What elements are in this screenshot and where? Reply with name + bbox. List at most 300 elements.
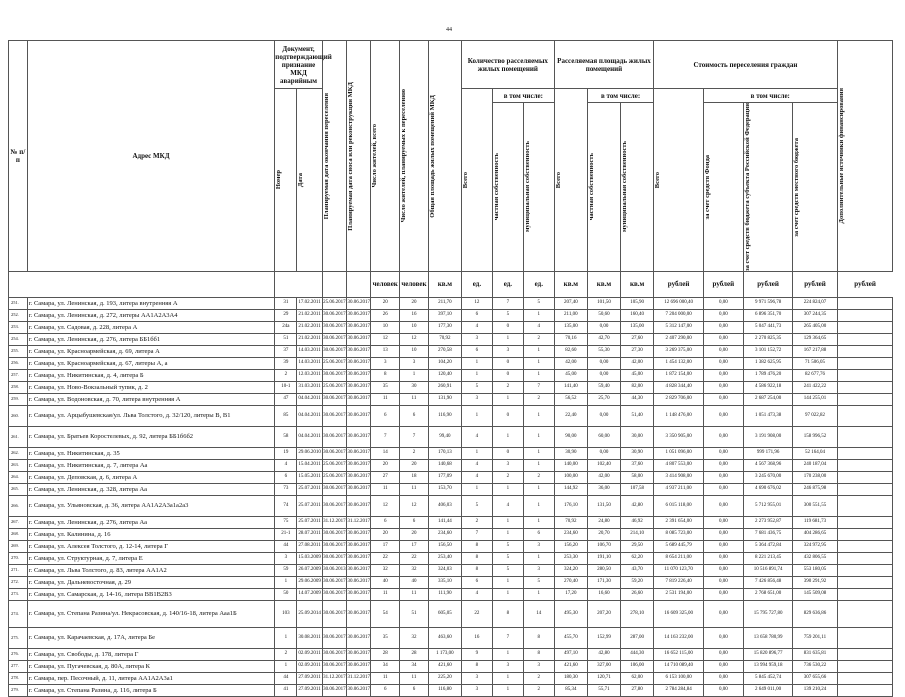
row-cell (837, 459, 892, 471)
row-cell: 17,20 (554, 588, 587, 600)
row-cell: 324,03 (428, 564, 461, 576)
row-cell: 37,60 (621, 459, 654, 471)
row-cell: 224 824,07 (793, 297, 837, 309)
row-cell: 11 (400, 483, 429, 495)
row-cell: 2 (523, 672, 554, 684)
row-cell (837, 528, 892, 540)
row-cell: 22 (461, 600, 492, 627)
row-cell (837, 660, 892, 672)
row-cell: 2 (492, 471, 523, 483)
row-cell: 8 (461, 660, 492, 672)
row-cell: 6 896 351,70 (743, 309, 793, 321)
row-cell: 20 (371, 297, 400, 309)
row-cell (837, 648, 892, 660)
row-cell: 62,00 (621, 672, 654, 684)
row-cell: 25.06.2017 (322, 381, 346, 393)
row-cell: 0,00 (703, 495, 743, 516)
row-cell: 25.09.2014 (297, 600, 322, 627)
row-cell: 40 (400, 576, 429, 588)
row-cell: 30.06.2017 (347, 405, 371, 426)
row-cell: 1 (461, 357, 492, 369)
row-cell: 2 (523, 393, 554, 405)
row-cell: 3 (275, 552, 297, 564)
row-cell: 102,40 (587, 459, 620, 471)
row-cell: 421,60 (428, 660, 461, 672)
row-cell: 100,00 (554, 471, 587, 483)
row-address: г. Самара, ул. Арцыбушевская/ул. Льва Толстого, д. 32/120, литеры В, В1 (27, 405, 275, 426)
row-cell: 3 (461, 333, 492, 345)
row-cell: 421,60 (554, 660, 587, 672)
row-cell: 59,20 (621, 576, 654, 588)
row-number: 259. (9, 393, 28, 405)
table-row (9, 333, 893, 345)
row-cell: 158 996,52 (793, 426, 837, 447)
row-cell: 167 217,88 (793, 345, 837, 357)
row-number: 264. (9, 471, 28, 483)
row-address: г. Самара, ул. Ульяновская, д. 36, литера АА1А2А3а1а2а3 (27, 495, 275, 516)
row-cell: 1 148 476,00 (654, 405, 704, 426)
row-cell: 15 820 896,77 (743, 648, 793, 660)
row-cell: 111,90 (428, 588, 461, 600)
row-cell: 40 (371, 576, 400, 588)
row-cell: 27.09.2011 (297, 672, 322, 684)
row-cell: 0,00 (703, 471, 743, 483)
row-cell: 30.06.2017 (347, 684, 371, 696)
row-cell: 7 (371, 426, 400, 447)
row-cell (837, 672, 892, 684)
row-cell: 0,00 (703, 576, 743, 588)
row-cell: 34 (400, 660, 429, 672)
row-cell: 8 (461, 540, 492, 552)
row-cell: 30.06.2017 (322, 600, 346, 627)
row-cell: 139 210,24 (793, 684, 837, 696)
row-cell: 1 (523, 369, 554, 381)
row-cell: 1 (492, 393, 523, 405)
row-cell: 85 (275, 405, 297, 426)
row-cell: 02.09.2011 (297, 660, 322, 672)
table-row (9, 447, 893, 459)
row-cell: 0 (492, 369, 523, 381)
row-cell: 30.06.2017 (347, 321, 371, 333)
row-cell: 2 (400, 447, 429, 459)
row-cell: 27,80 (621, 684, 654, 696)
row-cell (837, 426, 892, 447)
row-cell: 45,00 (554, 369, 587, 381)
row-cell: 5 (461, 381, 492, 393)
row-cell: 176,10 (554, 495, 587, 516)
row-cell: 0,00 (703, 483, 743, 495)
row-cell: 31.12.2017 (322, 516, 346, 528)
header-residents-planned: Число жителей, планируемых к переселению (400, 89, 408, 223)
row-cell: 30.06.2017 (347, 576, 371, 588)
row-cell: 2 (523, 333, 554, 345)
row-cell: 2 768 651,00 (743, 588, 793, 600)
row-number: 279. (9, 684, 28, 696)
row-cell: 6 (400, 405, 429, 426)
row-cell: 30.06.2017 (347, 309, 371, 321)
row-cell: 25.06.2017 (322, 459, 346, 471)
row-cell (837, 297, 892, 309)
table-row (9, 321, 893, 333)
row-cell: 0,00 (587, 369, 620, 381)
row-cell: 4 (492, 495, 523, 516)
row-cell: 5 364 472,84 (743, 540, 793, 552)
row-cell: 30.06.2017 (322, 345, 346, 357)
row-cell: 52 164,04 (793, 447, 837, 459)
row-cell: 3 (400, 357, 429, 369)
row-cell: 141,40 (554, 381, 587, 393)
row-cell: 30.06.2017 (347, 345, 371, 357)
header-area-including: в том числе: (587, 89, 653, 103)
unit-cell: рублей (654, 271, 704, 297)
row-cell: 11 (400, 393, 429, 405)
header-doc-date: Дата (297, 172, 305, 188)
table-row (9, 426, 893, 447)
row-cell: 6 (461, 345, 492, 357)
row-cell: 455,70 (554, 627, 587, 648)
header-planned-demolition: Планируемая дата сноса или реконструкции МКД (347, 81, 355, 231)
row-cell: 4 690 676,02 (743, 483, 793, 495)
row-cell (837, 483, 892, 495)
row-cell: 170,13 (428, 447, 461, 459)
row-cell: 8 (523, 648, 554, 660)
row-cell: 0,00 (703, 369, 743, 381)
row-cell: 131,90 (428, 393, 461, 405)
row-cell: 4 (461, 588, 492, 600)
row-cell: 26 (371, 309, 400, 321)
row-cell: 129 364,65 (793, 333, 837, 345)
row-cell: 16 652 115,00 (654, 648, 704, 660)
row-cell: 0,00 (587, 321, 620, 333)
row-cell: 1 (492, 576, 523, 588)
row-address: г. Самара, ул. Дальневосточная, д. 29 (27, 576, 275, 588)
row-cell: 135,00 (621, 321, 654, 333)
row-cell: 58 (275, 426, 297, 447)
row-cell: 12 (400, 333, 429, 345)
row-cell: 3 (461, 672, 492, 684)
row-cell: 9 971 596,78 (743, 297, 793, 309)
unit-cell: кв.м (621, 271, 654, 297)
row-address: г. Самара, ул. Льва Толстого, д. 83, литера АА1А2 (27, 564, 275, 576)
row-cell: 20 (400, 297, 429, 309)
row-cell (837, 495, 892, 516)
row-cell: 0,00 (703, 600, 743, 627)
row-cell: 214,10 (621, 528, 654, 540)
row-cell: 3 269 375,00 (654, 345, 704, 357)
row-cell: 97 022,82 (793, 405, 837, 426)
row-cell: 11 (371, 483, 400, 495)
row-address: г. Самара, ул. Ленинская, д. 328, литера Аа (27, 483, 275, 495)
row-cell: 12 (461, 297, 492, 309)
row-cell: 7 819 226,40 (654, 576, 704, 588)
row-cell: 324 972,95 (793, 540, 837, 552)
row-cell: 3 (461, 393, 492, 405)
row-cell: 1 (461, 447, 492, 459)
row-number: 257. (9, 369, 28, 381)
row-cell: 495,30 (554, 600, 587, 627)
row-cell: 5 689 445,79 (654, 540, 704, 552)
row-cell: 1 454 132,00 (654, 357, 704, 369)
row-cell: 13 658 780,99 (743, 627, 793, 648)
row-cell: 10 (371, 321, 400, 333)
row-cell: 1 (523, 309, 554, 321)
row-cell: 2 784 284,84 (654, 684, 704, 696)
row-cell: 0,00 (703, 660, 743, 672)
row-cell: 42,00 (554, 357, 587, 369)
row-cell: 2 (275, 648, 297, 660)
row-number: 272. (9, 576, 28, 588)
row-cell: 31.12.2017 (322, 672, 346, 684)
row-cell: 0,00 (703, 405, 743, 426)
row-cell: 3 (492, 660, 523, 672)
row-cell: 14 710 089,40 (654, 660, 704, 672)
row-cell: 390 291,92 (793, 576, 837, 588)
row-cell: 605,05 (428, 600, 461, 627)
row-cell (837, 684, 892, 696)
table-row (9, 471, 893, 483)
row-cell: 0,00 (703, 564, 743, 576)
row-cell: 327,00 (587, 660, 620, 672)
row-cell: 27 (371, 471, 400, 483)
row-cell: 30.06.2017 (347, 471, 371, 483)
row-cell: 70,92 (428, 333, 461, 345)
row-cell: 156,50 (428, 540, 461, 552)
row-cell: 16 (400, 309, 429, 321)
row-cell: 1 (523, 588, 554, 600)
row-cell: 300 551,55 (793, 495, 837, 516)
row-cell: 5 (523, 297, 554, 309)
row-cell: 39 (275, 357, 297, 369)
row-cell: 0,00 (703, 516, 743, 528)
row-cell: 3 (371, 357, 400, 369)
unit-cell: кв.м (587, 271, 620, 297)
row-cell: 30.06.2017 (347, 447, 371, 459)
row-cell: 7 (400, 426, 429, 447)
row-cell: 25.07.2011 (297, 483, 322, 495)
row-cell: 104,20 (428, 357, 461, 369)
row-cell: 30.06.2017 (322, 393, 346, 405)
row-cell: 1 (492, 483, 523, 495)
row-cell: 246 875,98 (793, 483, 837, 495)
row-cell: 1 (275, 576, 297, 588)
row-cell: 1 (523, 483, 554, 495)
row-cell: 103 (275, 600, 297, 627)
row-cell: 16 609 325,00 (654, 600, 704, 627)
row-cell: 14 (523, 600, 554, 627)
row-cell: 24a (275, 321, 297, 333)
row-cell: 1 (523, 516, 554, 528)
row-cell: 234,60 (554, 528, 587, 540)
row-cell: 265 405,00 (793, 321, 837, 333)
row-cell: 51,40 (621, 405, 654, 426)
row-cell: 29,50 (621, 540, 654, 552)
header-area-total: Всего (554, 171, 562, 189)
row-cell: 12 (371, 333, 400, 345)
row-cell: 759 201,11 (793, 627, 837, 648)
row-cell: 280,50 (587, 564, 620, 576)
row-cell: 15 795 727,80 (743, 600, 793, 627)
row-cell: 225,20 (428, 672, 461, 684)
row-cell: 6 (371, 405, 400, 426)
row-cell: 27,30 (621, 345, 654, 357)
row-cell: 30.06.2017 (322, 309, 346, 321)
row-cell: 0,00 (703, 297, 743, 309)
table-row (9, 495, 893, 516)
row-address: г. Самара, ул. Ленинская, д. 276, литера Аа (27, 516, 275, 528)
row-cell: 324,20 (554, 564, 587, 576)
row-cell: 270,58 (428, 345, 461, 357)
row-cell: 1 (400, 369, 429, 381)
table-row (9, 588, 893, 600)
table-row (9, 627, 893, 648)
row-cell: 13 994 959,18 (743, 660, 793, 672)
row-cell: 8 654 211,00 (654, 552, 704, 564)
row-cell: 406,03 (428, 495, 461, 516)
row-cell: 28.07.2011 (297, 528, 322, 540)
row-cell (837, 333, 892, 345)
row-address: г. Самара, ул. Самарская, д. 14-16, литера ВВ1В2В3 (27, 588, 275, 600)
table-row (9, 405, 893, 426)
header-cost-fund: за счет средств Фонда (703, 154, 711, 220)
row-address: г. Самара, ул. Садовая, д. 228, литера А (27, 321, 275, 333)
row-cell: 2 273 952,87 (743, 516, 793, 528)
row-cell: 25.06.2017 (322, 297, 346, 309)
row-cell: 0,00 (703, 357, 743, 369)
row-cell: 42,80 (621, 495, 654, 516)
row-cell: 1 051 473,38 (743, 405, 793, 426)
row-cell (837, 588, 892, 600)
row-cell: 7 (492, 297, 523, 309)
row-cell: 4 (461, 426, 492, 447)
header-planned-end: Планируемая дата окончания переселения (322, 92, 330, 220)
row-cell: 11 (371, 588, 400, 600)
row-cell (837, 564, 892, 576)
row-cell: 30.06.2017 (322, 405, 346, 426)
row-cell: 42,70 (587, 333, 620, 345)
row-cell: 0,00 (587, 447, 620, 459)
row-cell: 45,00 (621, 369, 654, 381)
row-cell: 29.06.2010 (297, 447, 322, 459)
row-cell: 119 681,73 (793, 516, 837, 528)
row-cell: 2 531 194,00 (654, 588, 704, 600)
table-row (9, 393, 893, 405)
row-cell: 37 (275, 345, 297, 357)
row-cell: 1 (523, 345, 554, 357)
row-cell: 30.06.2017 (347, 564, 371, 576)
row-address: г. Самара, ул. Свободы, д. 178, литера Г (27, 648, 275, 660)
row-cell: 736 530,22 (793, 660, 837, 672)
row-cell: 27.09.2011 (297, 684, 322, 696)
row-cell: 4 807 553,00 (654, 459, 704, 471)
row-cell (837, 345, 892, 357)
row-cell: 7 (492, 627, 523, 648)
row-cell: 18 (400, 471, 429, 483)
row-number: 251. (9, 297, 28, 309)
row-cell: 42,00 (621, 357, 654, 369)
row-cell: 2 270 825,35 (743, 333, 793, 345)
row-cell: 211,70 (428, 297, 461, 309)
row-cell: 12.03.2011 (297, 369, 322, 381)
header-cost-group: Стоимость переселения граждан (654, 41, 837, 89)
row-cell: 140,00 (554, 459, 587, 471)
row-cell: 15.05.2011 (297, 471, 322, 483)
row-cell: 11 070 123,70 (654, 564, 704, 576)
row-cell: 2 687 254,00 (743, 393, 793, 405)
row-cell: 101,50 (587, 297, 620, 309)
row-cell: 3 (523, 564, 554, 576)
row-cell: 0,00 (703, 426, 743, 447)
row-cell (837, 576, 892, 588)
row-cell: 04.04.2011 (297, 405, 322, 426)
row-cell: 1 (492, 648, 523, 660)
row-cell: 177,09 (428, 471, 461, 483)
row-cell: 17 (371, 540, 400, 552)
row-cell: 1 (275, 660, 297, 672)
row-cell: 29 (275, 309, 297, 321)
row-cell: 1 173,00 (428, 648, 461, 660)
row-cell: 8 (371, 369, 400, 381)
row-cell: 30.06.2017 (322, 369, 346, 381)
header-total-area: Общая площадь жилых помещений МКД (428, 94, 436, 218)
row-cell (837, 321, 892, 333)
row-cell: 30.06.2017 (322, 684, 346, 696)
row-cell: 211,00 (554, 309, 587, 321)
row-cell: 30.06.2017 (347, 369, 371, 381)
table-row (9, 369, 893, 381)
row-cell: 0,00 (703, 345, 743, 357)
row-cell: 14 (371, 447, 400, 459)
row-cell: 20 (400, 528, 429, 540)
row-address: г. Самара, ул. Деповская, д. 6, литера А (27, 471, 275, 483)
row-number: 261. (9, 426, 28, 447)
row-cell: 6 015 118,00 (654, 495, 704, 516)
row-cell: 116,90 (428, 405, 461, 426)
row-cell: 58,00 (621, 471, 654, 483)
row-cell: 22 (371, 552, 400, 564)
row-cell: 0 (492, 321, 523, 333)
row-address: г. Самара, ул. Степана Разина/ул. Некрасовская, д. 140/16-18, литера Ааа1Б (27, 600, 275, 627)
row-cell: 17.02.2011 (297, 297, 322, 309)
row-cell: 30.06.2017 (322, 660, 346, 672)
row-cell: 11 (400, 672, 429, 684)
unit-cell: человек (371, 271, 400, 297)
row-address: г. Самара, ул. Алексея Толстого, д. 12-14, литера Г (27, 540, 275, 552)
row-number: 263. (9, 459, 28, 471)
row-cell: 25.06.2017 (322, 357, 346, 369)
row-cell: 5 (492, 309, 523, 321)
row-cell: 20 (371, 459, 400, 471)
row-cell: 6 (461, 309, 492, 321)
row-number: 275. (9, 627, 28, 648)
row-address: г. Самара, ул. Ленинская, д. 272, литеры АА1А2А3А4 (27, 309, 275, 321)
row-cell: 25,70 (587, 393, 620, 405)
row-cell: 432 806,55 (793, 552, 837, 564)
row-cell: 1 (523, 495, 554, 516)
row-cell: 14 163 232,00 (654, 627, 704, 648)
table-row (9, 648, 893, 660)
row-cell: 1 872 154,00 (654, 369, 704, 381)
table-row (9, 528, 893, 540)
row-number: 268. (9, 528, 28, 540)
row-cell: 11 (400, 588, 429, 600)
row-cell (837, 309, 892, 321)
table-row (9, 357, 893, 369)
header-cost-total: Всего (654, 171, 662, 189)
row-cell: 55,30 (587, 345, 620, 357)
row-address: г. Самара, ул. Ленинская, д. 193, литера внутренняя А (27, 297, 275, 309)
table-row (9, 660, 893, 672)
row-cell: 9 (461, 648, 492, 660)
